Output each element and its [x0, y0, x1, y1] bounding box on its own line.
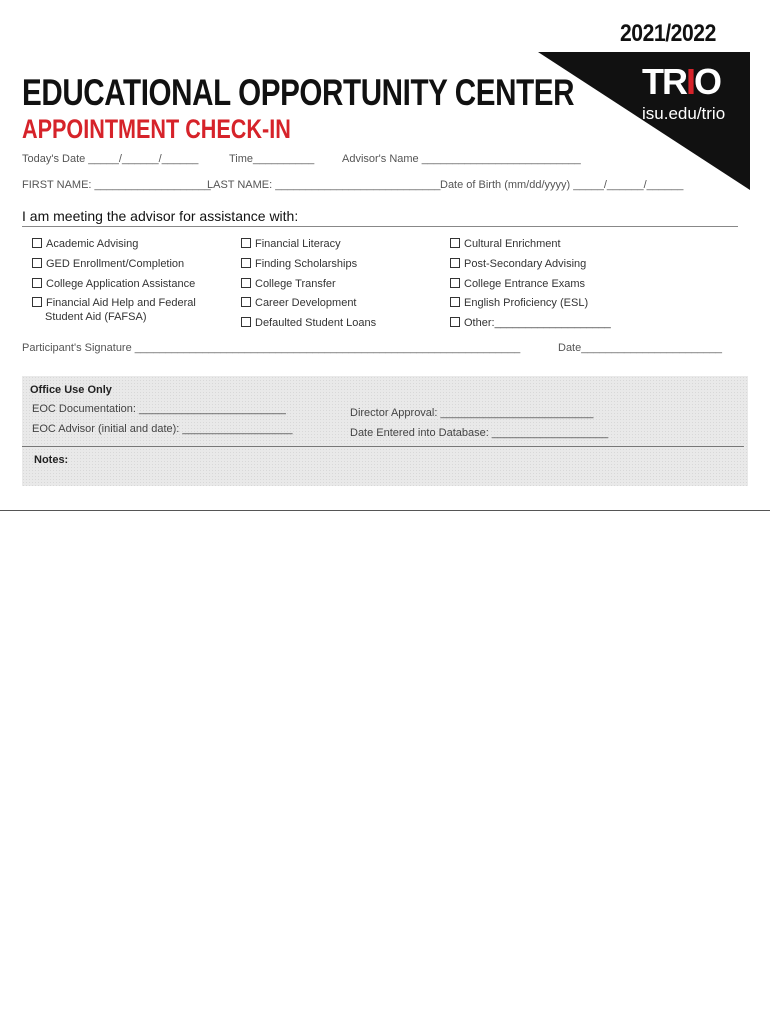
option-cultural-enrichment[interactable]: Cultural Enrichment [450, 237, 561, 251]
trio-logo [642, 62, 736, 102]
checkbox-icon[interactable] [32, 238, 42, 248]
time-field[interactable]: Time__________ [229, 153, 315, 165]
option-finding-scholarships[interactable]: Finding Scholarships [241, 257, 357, 271]
eoc-documentation-field[interactable]: EOC Documentation: ________________________ [32, 403, 286, 415]
option-college-application[interactable]: College Application Assistance [32, 277, 195, 291]
option-defaulted-loans[interactable]: Defaulted Student Loans [241, 316, 376, 330]
assistance-heading: I am meeting the advisor for assistance with: [22, 208, 299, 224]
heading-divider [22, 226, 738, 227]
option-academic-advising[interactable]: Academic Advising [32, 237, 138, 251]
option-entrance-exams[interactable]: College Entrance Exams [450, 277, 585, 291]
checkbox-icon[interactable] [32, 258, 42, 268]
eoc-advisor-field[interactable]: EOC Advisor (initial and date): __________________ [32, 423, 293, 435]
option-college-transfer[interactable]: College Transfer [241, 277, 336, 291]
checkbox-icon[interactable] [241, 238, 251, 248]
option-other[interactable]: Other:___________________ [450, 316, 611, 330]
checkbox-icon[interactable] [32, 278, 42, 288]
checkbox-icon[interactable] [241, 278, 251, 288]
logo-text-i: I [686, 61, 695, 102]
todays-date-field[interactable]: Today's Date _____/______/______ [22, 153, 199, 165]
checkbox-icon[interactable] [32, 297, 42, 307]
participant-signature-field[interactable]: Participant's Signature _______________________________________________________________ [22, 342, 521, 354]
checkbox-icon[interactable] [450, 278, 460, 288]
director-approval-field[interactable]: Director Approval: _________________________ [350, 407, 594, 419]
first-name-field[interactable]: FIRST NAME: ___________________ [22, 179, 211, 191]
office-use-panel [22, 376, 748, 486]
office-divider [22, 446, 744, 447]
signature-date-field[interactable]: Date_______________________ [558, 342, 722, 354]
option-ged[interactable]: GED Enrollment/Completion [32, 257, 184, 271]
logo-text-tr: TR [642, 61, 686, 102]
option-career-development[interactable]: Career Development [241, 296, 357, 310]
checkbox-icon[interactable] [241, 297, 251, 307]
logo-text-o: O [694, 61, 721, 102]
option-financial-aid-line2: Student Aid (FAFSA) [45, 311, 147, 323]
checkbox-icon[interactable] [450, 238, 460, 248]
checkbox-icon[interactable] [241, 258, 251, 268]
option-esl[interactable]: English Proficiency (ESL) [450, 296, 588, 310]
checkbox-icon[interactable] [450, 297, 460, 307]
page-title: EDUCATIONAL OPPORTUNITY CENTER [22, 72, 575, 113]
date-entered-field[interactable]: Date Entered into Database: ___________________ [350, 427, 609, 439]
dob-field[interactable]: Date of Birth (mm/dd/yyyy) _____/______/______ [440, 179, 684, 191]
notes-label: Notes: [34, 454, 69, 466]
page-bottom-rule [0, 510, 770, 511]
form-year: 2021/2022 [620, 20, 716, 47]
checkbox-icon[interactable] [241, 317, 251, 327]
checkbox-icon[interactable] [450, 258, 460, 268]
page-subtitle: APPOINTMENT CHECK-IN [22, 114, 291, 144]
option-financial-literacy[interactable]: Financial Literacy [241, 237, 341, 251]
office-use-title: Office Use Only [30, 384, 112, 396]
logo-url: isu.edu/trio [642, 104, 726, 123]
advisor-name-field[interactable]: Advisor's Name __________________________ [342, 153, 581, 165]
option-post-secondary[interactable]: Post-Secondary Advising [450, 257, 586, 271]
checkbox-icon[interactable] [450, 317, 460, 327]
option-financial-aid[interactable]: Financial Aid Help and Federal [32, 296, 196, 310]
last-name-field[interactable]: LAST NAME: ___________________________ [207, 179, 441, 191]
